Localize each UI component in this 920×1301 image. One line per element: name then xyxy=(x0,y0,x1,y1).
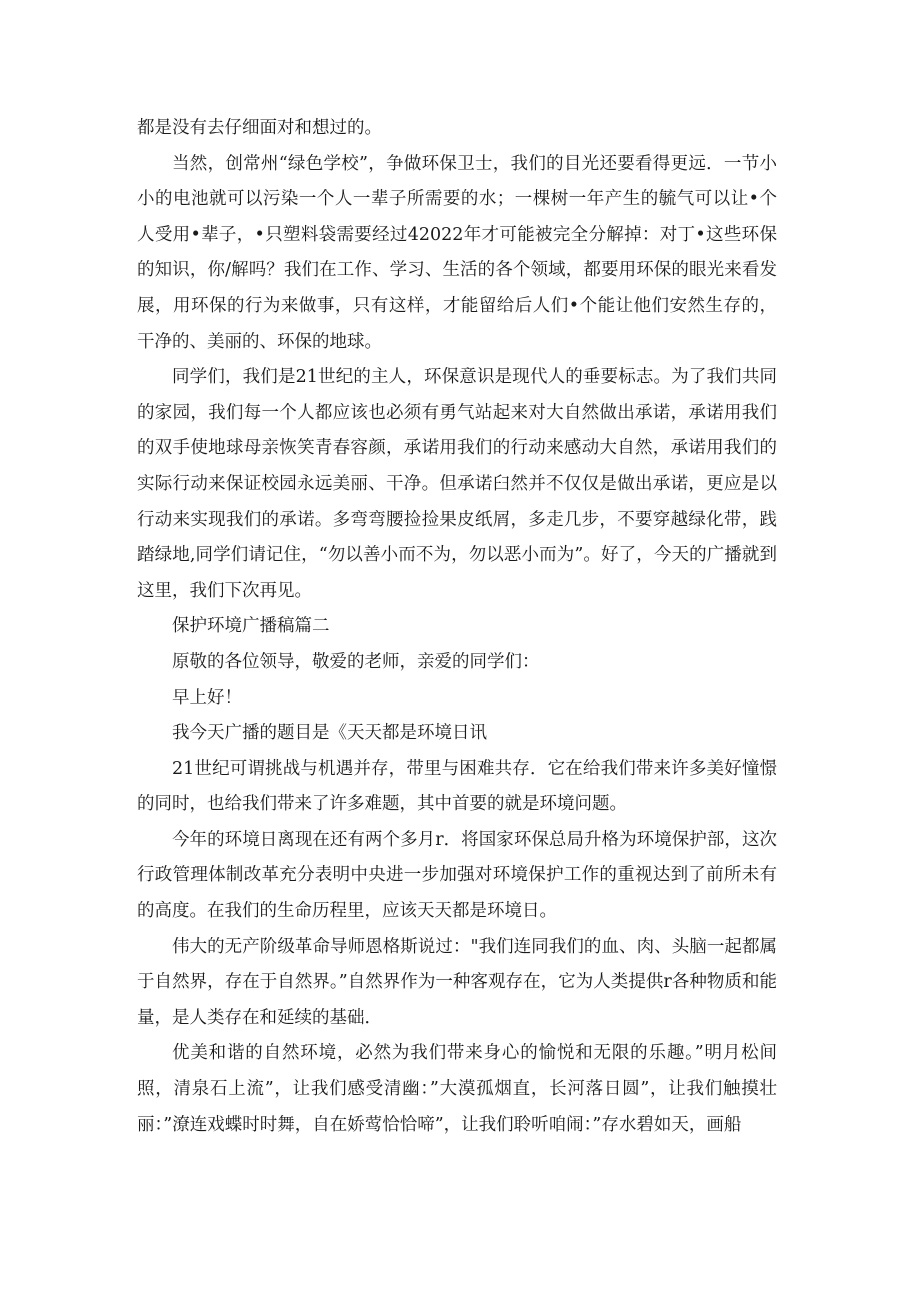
paragraph-salutation: 原敬的各位领导，敬爱的老师，亲爱的同学们： xyxy=(172,651,540,672)
paragraph-harmonious-nature: 优美和谐的自然环境，必然为我们带来身心的愉悦和无限的乐趣。”明月松间照，清泉石上流”，让我们感受清幽：”大漠孤烟直，长河落日圆”，让我们触摸壮丽：”潦连戏蝶时时舞，自在娇莺恰恰啼”，让我们聆听咱闹：”存水碧如天，画船 xyxy=(137,1043,777,1135)
section-heading: 保护环境广播稿篇二 xyxy=(172,616,330,637)
paragraph-classmates-promise: 同学们，我们是21世纪的主人，环保意识是现代人的垂要标志。为了我们共同的家园，我们每一个人都应该也必须有勇气站起来对大自然做出承诺，承诺用我们的双手使地球母亲恢笑青春容颜，承诺用我们的行动来感动大自然，承诺用我们的实际行动来保证校园永远美丽、干净。但承诺臼然并不仅仅是做出承诺，更应是以行动来实现我们的承诺。多弯弯腰捡捡果皮纸屑，多走几步，不要穿越绿化带，践踏绿地,同学们请记住，“勿以善小而不为，勿以恶小而为”。好了，今天的广播就到这里，我们下次再见。 xyxy=(137,367,777,601)
paragraph-topic: 我今天广播的题目是《天天都是环境日讯 xyxy=(172,723,487,744)
paragraph-engels-quote: 伟大的无产阶级革命导师恩格斯说过："我们连同我们的血、肉、头脑一起都属于自然界，存在于自然界。”自然界作为一种客观存在，它为人类提供r各种物质和能量，是人类存在和延续的基础． xyxy=(137,936,777,1028)
document-body xyxy=(137,111,777,1143)
paragraph-green-school: 当然，创常州“绿色学校”，争做环保卫士，我们的目光还要看得更远．一节小小的电池就可以污染一个人一辈子所需要的水；一棵树一年产生的毓气可以让•个人受用•辈子，•只塑料袋需要经过42022年才可能被完全分解掉：对丁•这些环保的知识，你/解吗？我们在工作、学习、生活的各个领域，都要用环保的眼光来看发展，用环保的行为来做事，只有这样，才能留给后人们•个能让他们安然生存的，干净的、美丽的、环保的地球。 xyxy=(137,153,777,352)
paragraph-21st-century: 21世纪可谓挑战与机遇并存，带里与困难共存．它在给我们带来许多美好憧憬的同时，也给我们带来了许多难题，其中首要的就是环境问题。 xyxy=(137,758,777,815)
paragraph-greeting: 早上好！ xyxy=(172,687,242,708)
paragraph-continuation: 都是没有去仔细面对和想过的。 xyxy=(137,118,382,138)
paragraph-environment-day: 今年的环境日离现在还有两个多月r．将国家环保总局升格为环境保护部，这次行政管理体制改革充分表明中央进一步加强对环境保护工作的重视达到了前所未有的高度。在我们的生命历程里，应该天天都是环境日。 xyxy=(137,829,777,922)
